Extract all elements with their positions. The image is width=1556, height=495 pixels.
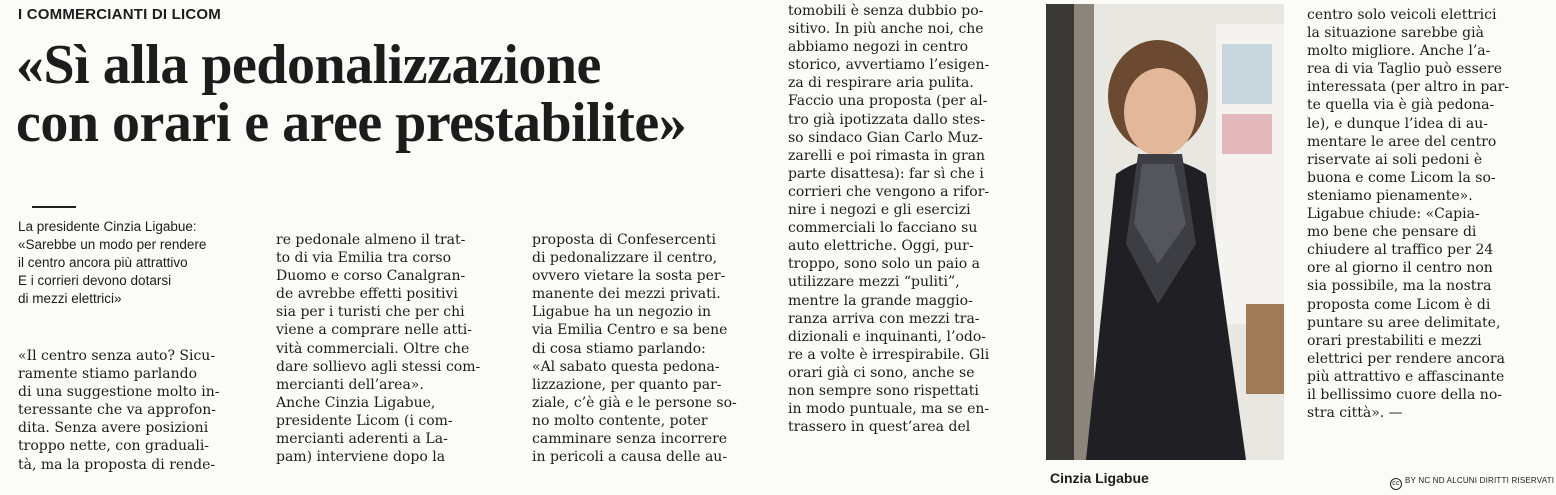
body-line: re pedonale almeno il trat-	[276, 232, 466, 248]
body-line: troppo, sono solo un paio a	[788, 256, 980, 273]
body-column-3	[532, 231, 777, 466]
body-line: le), e dunque l’idea di au-	[1307, 115, 1489, 132]
body-line: camminare senza incorrere	[532, 431, 728, 448]
body-line: trassero in quest’area del	[788, 419, 971, 436]
creative-commons-icon: cc	[1390, 478, 1402, 490]
body-line: proposta come Licom è di	[1307, 296, 1491, 313]
body-line: di pedonalizzare il centro,	[532, 250, 718, 267]
body-line: tro già ipotizzata dallo stes-	[788, 111, 986, 128]
body-column-2	[276, 231, 521, 466]
body-line: proposta di Confesercenti	[532, 232, 717, 248]
body-line: nire i negozi e gli esercizi	[788, 202, 971, 219]
body-line: più attrattivo e affascinante	[1307, 368, 1505, 385]
body-line: commerciali lo facciano su	[788, 220, 978, 237]
body-line: centro solo veicoli elettrici	[1307, 7, 1497, 23]
body-line: Faccio una proposta (per al-	[788, 93, 988, 110]
headline-line: con orari e aree prestabilite»	[16, 92, 687, 154]
body-line: lizzazione, per quanto par-	[532, 376, 722, 393]
body-line: molto migliore. Anche l’a-	[1307, 43, 1491, 60]
summary-line: La presidente Cinzia Ligabue:	[18, 219, 197, 234]
headline	[16, 36, 776, 152]
body-line: di cosa stiamo parlando:	[532, 340, 706, 357]
body-line: Anche Cinzia Ligabue,	[276, 394, 436, 411]
body-line: so sindaco Gian Carlo Muz-	[788, 129, 983, 146]
kicker: I COMMERCIANTI DI LICOM	[18, 6, 221, 23]
body-line: tà, ma la proposta di rende-	[18, 456, 216, 473]
body-line: dare sollievo agli stessi com-	[276, 358, 481, 375]
body-line: to di via Emilia tra corso	[276, 250, 451, 267]
body-line: Ligabue chiude: «Capia-	[1307, 206, 1480, 223]
body-line: dizionali e inquinanti, l’odo-	[788, 328, 987, 345]
body-line: vità commerciali. Oltre che	[276, 340, 470, 357]
portrait-illustration	[1046, 4, 1284, 460]
body-line: in modo puntuale, ma se en-	[788, 401, 990, 418]
body-line: corrieri che vengono a rifor-	[788, 183, 990, 200]
body-column-4	[788, 2, 1028, 436]
body-line: rea di via Taglio può essere	[1307, 61, 1503, 78]
body-line: mo bene che pensare di	[1307, 224, 1477, 241]
body-line: sitivo. In più anche noi, che	[788, 21, 984, 38]
body-line: parte disattesa): far sì che i	[788, 165, 984, 182]
body-line: stra città». —	[1307, 405, 1403, 422]
body-line: interessata (per altro in par-	[1307, 79, 1510, 96]
body-line: ramente stiamo parlando	[18, 366, 197, 383]
body-line: te quella via è già pedona-	[1307, 97, 1495, 114]
body-line: utilizzare mezzi “puliti”,	[788, 274, 960, 291]
summary-line: il centro ancora più attrattivo	[18, 255, 188, 270]
credit-text: BY NC ND ALCUNI DIRITTI RISERVATI	[1405, 476, 1555, 485]
body-line: re a volte è irrespirabile. Gli	[788, 346, 990, 363]
body-line: teressante che va approfon-	[18, 402, 217, 419]
body-line: ovvero vietare la sosta per-	[532, 268, 726, 285]
body-line: il bellissimo cuore della no-	[1307, 386, 1502, 403]
summary-divider	[32, 206, 76, 208]
body-line: orari prestabiliti e mezzi	[1307, 332, 1482, 349]
body-line: no molto contente, poter	[532, 412, 708, 429]
body-line: dita. Senza avere posizioni	[18, 420, 209, 437]
body-line: ziale, c’è già e le persone so-	[532, 394, 737, 411]
body-line: «Il centro senza auto? Sicu-	[18, 348, 216, 364]
body-line: pam) interviene dopo la	[276, 449, 446, 466]
body-column-1	[18, 347, 266, 474]
body-line: abbiamo negozi in centro	[788, 39, 969, 56]
body-line: manente dei mezzi privati.	[532, 286, 721, 303]
summary-line: E i corrieri devono dotarsi	[18, 273, 172, 288]
body-line: za di respirare aria pulita.	[788, 75, 974, 92]
body-line: in pericoli a causa delle au-	[532, 449, 728, 466]
body-line: ore al giorno il centro non	[1307, 260, 1493, 277]
portrait-photo	[1046, 4, 1284, 460]
body-line: chiudere al traffico per 24	[1307, 242, 1494, 259]
body-line: steniamo pienamente».	[1307, 187, 1473, 204]
body-line: mentre la grande maggio-	[788, 292, 973, 309]
body-line: di una suggestione molto in-	[18, 384, 220, 401]
body-line: «Al sabato questa pedona-	[532, 358, 720, 375]
body-line: viene a comprare nelle atti-	[276, 322, 472, 339]
body-column-5	[1307, 6, 1535, 422]
body-line: storico, avvertiamo l’esigen-	[788, 57, 990, 74]
body-line: tomobili è senza dubbio po-	[788, 3, 984, 19]
body-line: sia possibile, ma la nostra	[1307, 278, 1492, 295]
credit-line	[1390, 476, 1554, 490]
body-line: de avrebbe effetti positivi	[276, 286, 458, 303]
body-line: orari già ci sono, anche se	[788, 364, 975, 381]
body-line: auto elettriche. Oggi, pur-	[788, 238, 974, 255]
body-line: puntare su aree delimitate,	[1307, 314, 1501, 331]
body-line: non sempre sono rispettati	[788, 382, 979, 399]
body-line: elettrici per rendere ancora	[1307, 350, 1505, 367]
body-line: mentare le aree del centro	[1307, 133, 1497, 150]
body-line: zarelli e poi rimasta in gran	[788, 147, 985, 164]
summary	[18, 218, 266, 308]
body-line: sia per i turisti che per chi	[276, 304, 465, 321]
headline-line: «Sì alla pedonalizzazione	[16, 34, 601, 96]
body-line: riservate ai soli pedoni è	[1307, 151, 1483, 168]
body-line: buona e come Licom la so-	[1307, 169, 1496, 186]
body-line: Ligabue ha un negozio in	[532, 304, 712, 321]
summary-line: «Sarebbe un modo per rendere	[18, 237, 207, 252]
body-line: la situazione sarebbe già	[1307, 25, 1484, 42]
body-line: troppo nette, con graduali-	[18, 438, 210, 455]
photo-caption: Cinzia Ligabue	[1050, 470, 1149, 486]
summary-line: di mezzi elettrici»	[18, 291, 122, 306]
body-line: mercianti dell’area».	[276, 376, 424, 393]
body-line: Duomo e corso Canalgran-	[276, 268, 466, 285]
body-line: via Emilia Centro e sa bene	[532, 322, 728, 339]
body-line: ranza arriva con mezzi tra-	[788, 310, 980, 327]
body-line: mercianti aderenti a La-	[276, 431, 448, 448]
body-line: presidente Licom (i com-	[276, 412, 453, 429]
